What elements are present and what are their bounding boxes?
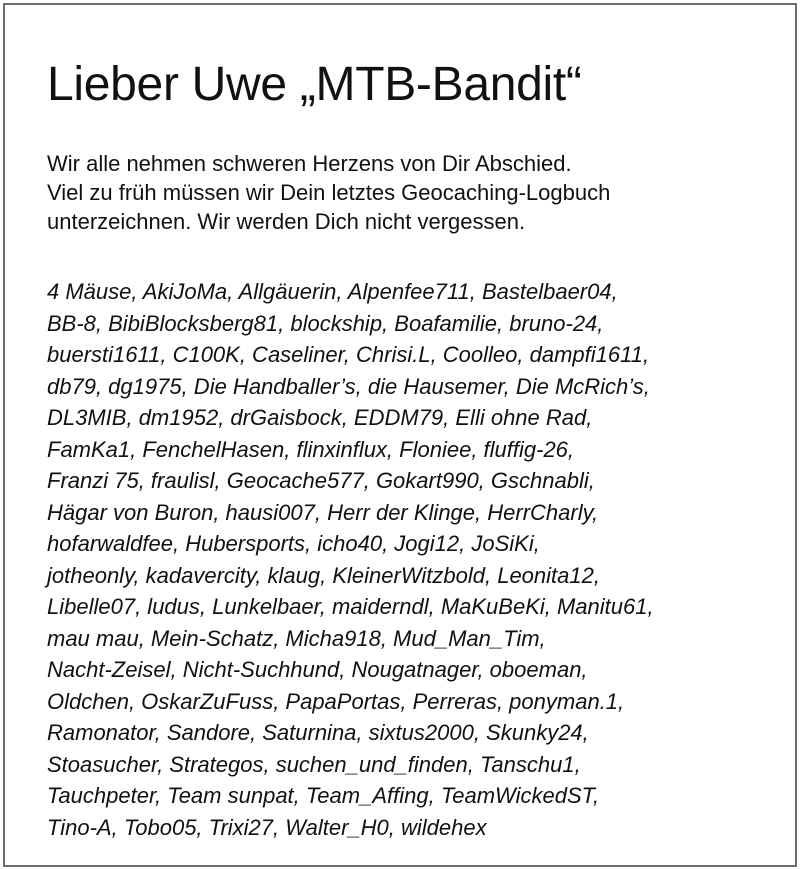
mourners-line: Tino-A, Tobo05, Trixi27, Walter_H0, wildehex: [47, 814, 487, 840]
mourners-line: Franzi 75, fraulisl, Geocache577, Gokart990, Gschnabli,: [47, 468, 595, 493]
mourners-line: 4 Mäuse, AkiJoMa, Allgäuerin, Alpenfee711, Bastelbaer04,: [47, 279, 618, 304]
mourners-line: Oldchen, OskarZuFuss, PapaPortas, Perreras, ponyman.1,: [47, 688, 625, 714]
mourners-line: Libelle07, ludus, Lunkelbaer, maiderndl, MaKuBeKi, Manitu61,: [47, 594, 654, 619]
mourners-line: Hägar von Buron, hausi007, Herr der Klinge, HerrCharly,: [47, 499, 599, 525]
mourners-line: BB-8, BibiBlocksberg81, blockship, Boafamilie, bruno-24,: [47, 310, 604, 336]
mourners-line: Ramonator, Sandore, Saturnina, sixtus2000, Skunky24,: [47, 720, 589, 745]
mourners-line: Tauchpeter, Team sunpat, Team_Affing, TeamWickedST,: [47, 783, 600, 808]
mourners-line: mau mau, Mein-Schatz, Micha918, Mud_Man_Tim,: [47, 625, 546, 651]
mourners-line: FamKa1, FenchelHasen, flinxinflux, Floniee, fluffig-26,: [47, 436, 575, 462]
mourners-line: db79, dg1975, Die Handballer’s, die Hausemer, Die McRich’s,: [47, 373, 650, 399]
notice-title: Lieber Uwe „MTB-Bandit“: [47, 58, 582, 111]
mourners-line: buersti1611, C100K, Caseliner, Chrisi.L, Coolleo, dampfi1611,: [47, 342, 650, 367]
mourners-line: DL3MIB, dm1952, drGaisbock, EDDM79, Elli ohne Rad,: [47, 405, 593, 430]
obituary-notice: [3, 3, 797, 867]
mourners-list: [47, 276, 654, 843]
message-line: Wir alle nehmen schweren Herzens von Dir Abschied.: [47, 151, 572, 176]
farewell-message: [47, 149, 610, 236]
mourners-line: jotheonly, kadavercity, klaug, KleinerWitzbold, Leonita12,: [47, 562, 600, 588]
mourners-line: Nacht-Zeisel, Nicht-Suchhund, Nougatnager, oboeman,: [47, 657, 588, 682]
mourners-line: Stoasucher, Strategos, suchen_und_finden, Tanschu1,: [47, 751, 581, 777]
message-line: unterzeichnen. Wir werden Dich nicht vergessen.: [47, 209, 526, 234]
mourners-line: hofarwaldfee, Hubersports, icho40, Jogi12, JoSiKi,: [47, 531, 540, 556]
message-line: Viel zu früh müssen wir Dein letztes Geocaching-Logbuch: [47, 180, 611, 205]
